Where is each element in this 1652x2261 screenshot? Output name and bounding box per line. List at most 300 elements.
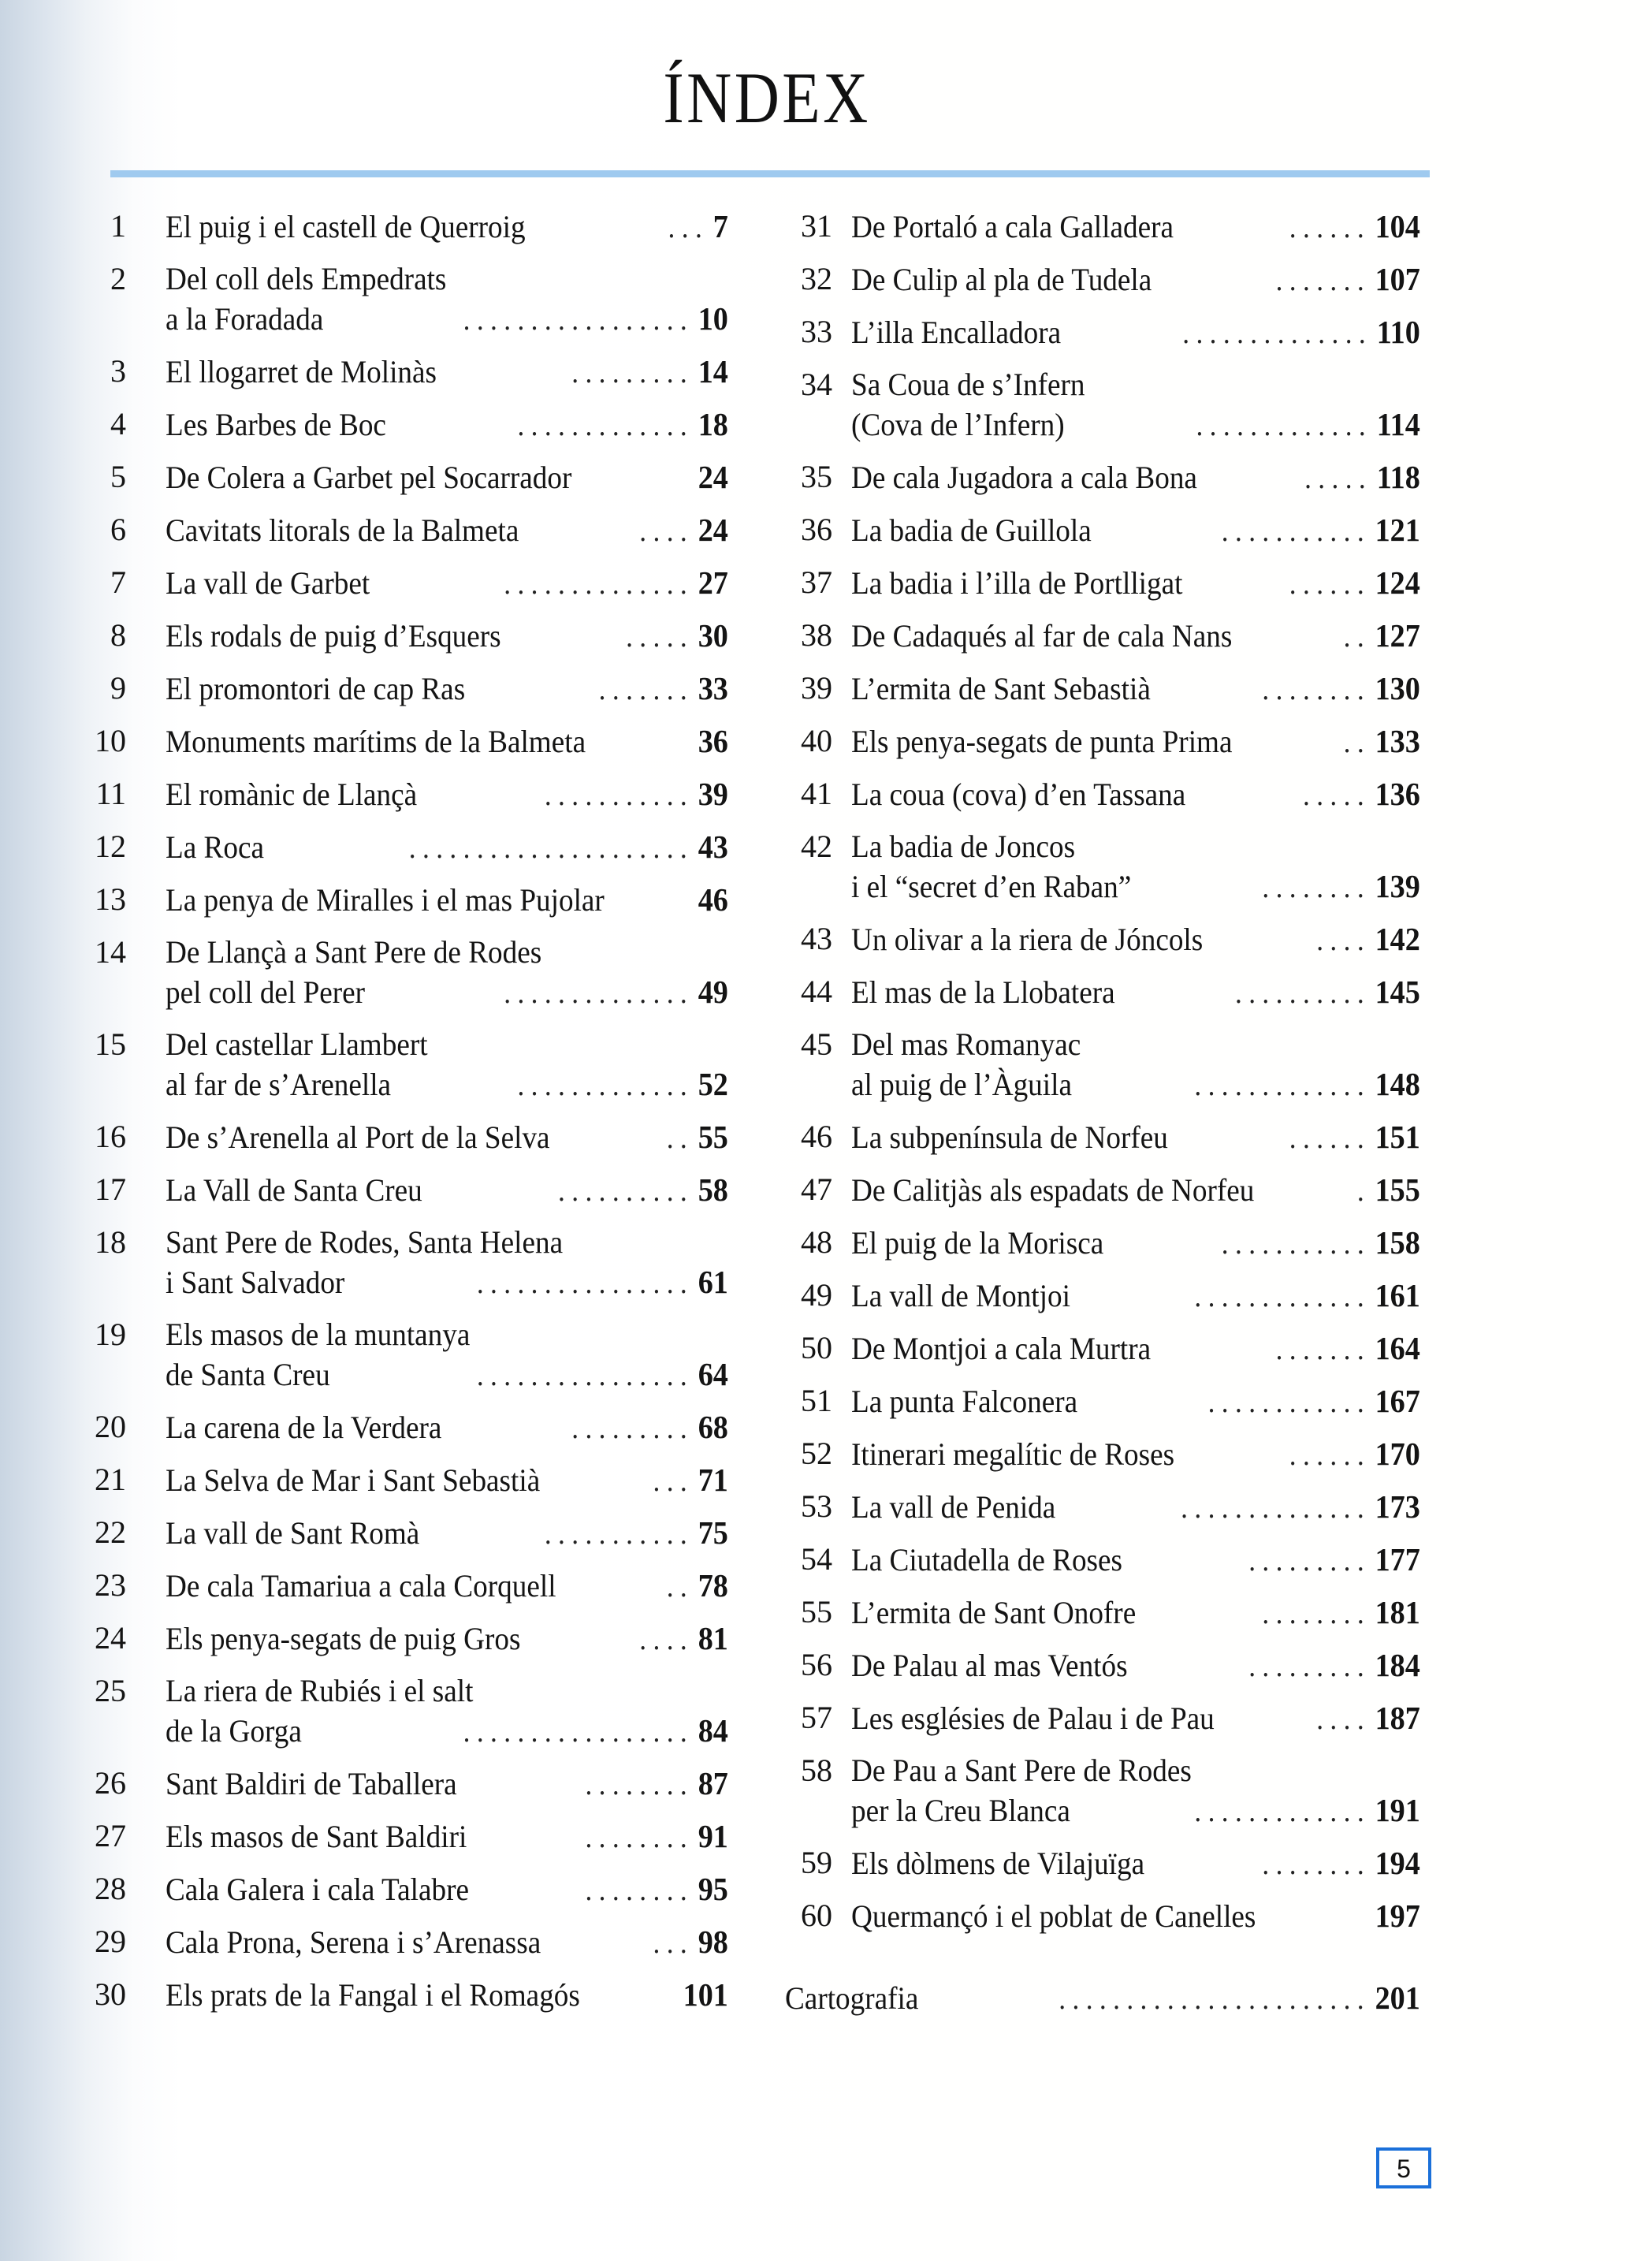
- toc-entry-title: De Llançà a Sant Pere de Rodes: [166, 934, 542, 970]
- toc-entry-number: 39: [801, 670, 832, 706]
- dot-leader: .........: [571, 1412, 694, 1445]
- toc-entry-text: [166, 1025, 728, 1104]
- toc-entry-title: Els penya-segats de punta Prima: [851, 724, 1233, 759]
- toc-entry-title: De Portaló a cala Galladera: [851, 209, 1174, 244]
- dot-leader: ......: [1289, 1439, 1371, 1472]
- toc-entry-title: De Palau al mas Ventós: [851, 1648, 1128, 1683]
- dot-leader: .......................: [1059, 1983, 1371, 2016]
- toc-entry-page: 91: [698, 1818, 728, 1854]
- toc-entry-page: 39: [698, 776, 728, 812]
- toc-entry-text: [851, 669, 1420, 708]
- toc-entry-text: [851, 1751, 1420, 1830]
- toc-entry-page: 136: [1375, 776, 1420, 812]
- toc-entry[interactable]: [785, 365, 1420, 457]
- toc-entry[interactable]: [785, 972, 1420, 1025]
- toc-entry-title: Els prats de la Fangal i el Romagós: [166, 1977, 580, 2013]
- toc-entry-number: 24: [95, 1620, 126, 1656]
- toc-entry-text: [166, 1170, 728, 1209]
- toc-entry-text: [166, 563, 728, 602]
- toc-entry-title: Cala Galera i cala Talabre: [166, 1872, 470, 1907]
- toc-entry-page: 81: [698, 1620, 728, 1656]
- toc-entry-title: pel coll del Perer: [166, 974, 366, 1010]
- toc-entry-title: Del castellar Llambert: [166, 1026, 428, 1062]
- toc-entry-title: L’illa Encalladora: [851, 315, 1062, 350]
- toc-entry-title: La vall de Sant Romà: [166, 1515, 420, 1551]
- dot-leader: .....: [626, 620, 694, 654]
- toc-entry[interactable]: [785, 919, 1420, 972]
- toc-entry[interactable]: [785, 312, 1420, 365]
- toc-entry-text: [166, 1764, 728, 1803]
- toc-entry-number: 31: [801, 208, 832, 244]
- toc-entry-text: [851, 207, 1420, 246]
- toc-entry-page: 84: [698, 1712, 728, 1749]
- dot-leader: ......: [1289, 1122, 1371, 1155]
- toc-entry-title: La badia de Joncos: [851, 829, 1076, 864]
- toc-entry-page: 177: [1375, 1541, 1420, 1577]
- toc-entry-text: [166, 1566, 728, 1605]
- dot-leader: ...: [653, 1465, 694, 1498]
- toc-entry[interactable]: [93, 563, 728, 616]
- toc-entry-page: 49: [698, 974, 728, 1010]
- toc-entry-number: 25: [95, 1673, 126, 1708]
- toc-entry[interactable]: [93, 404, 728, 457]
- toc-entry-page: 95: [698, 1871, 728, 1907]
- toc-entry-title: de la Gorga: [166, 1713, 302, 1749]
- toc-entry-title: El promontori de cap Ras: [166, 671, 466, 706]
- toc-entry-number: 50: [801, 1330, 832, 1365]
- toc-entry-text: [851, 1896, 1420, 1935]
- toc-entry-page: 173: [1375, 1488, 1420, 1525]
- dot-leader: .......: [598, 673, 694, 706]
- toc-entry-number: 41: [801, 776, 832, 811]
- dot-leader: ........: [1262, 871, 1371, 904]
- toc-entry[interactable]: [93, 1170, 728, 1223]
- dot-leader: ..: [666, 1570, 694, 1604]
- toc-entry[interactable]: [93, 1869, 728, 1922]
- toc-entry-text: [851, 365, 1420, 444]
- toc-entry-number: 2: [110, 261, 126, 296]
- dot-leader: ...: [668, 211, 709, 244]
- dot-leader: ..........: [558, 1175, 694, 1208]
- toc-entry[interactable]: [785, 1117, 1420, 1170]
- toc-entry[interactable]: [93, 669, 728, 721]
- toc-entry-text: [166, 616, 728, 655]
- toc-entry-text: [851, 1843, 1420, 1883]
- toc-entry[interactable]: [785, 1751, 1420, 1843]
- toc-entry[interactable]: [93, 1460, 728, 1513]
- toc-entry-title: La Vall de Santa Creu: [166, 1172, 422, 1208]
- toc-entry[interactable]: [93, 1223, 728, 1315]
- toc-entry[interactable]: [93, 352, 728, 404]
- toc-entry-text: [851, 1025, 1420, 1104]
- toc-entry-number: 28: [95, 1871, 126, 1906]
- toc-entry-title: De Montjoi a cala Murtra: [851, 1331, 1152, 1366]
- toc-entry[interactable]: [785, 1843, 1420, 1896]
- toc-entry-text: [851, 259, 1420, 299]
- toc-entry-number: 49: [801, 1277, 832, 1313]
- toc-entry-number: 38: [801, 617, 832, 653]
- toc-entry[interactable]: [785, 669, 1420, 721]
- toc-entry-text: [166, 1975, 728, 2014]
- toc-entry[interactable]: [93, 1315, 728, 1407]
- toc-entry-title: de Santa Creu: [166, 1357, 330, 1392]
- toc-entry-number: 29: [95, 1924, 126, 1959]
- toc-entry[interactable]: [785, 827, 1420, 919]
- toc-entry[interactable]: [785, 1540, 1420, 1592]
- dot-leader: ......: [1289, 568, 1371, 601]
- toc-entry-title: Del mas Romanyac: [851, 1026, 1081, 1062]
- toc-entry[interactable]: [93, 880, 728, 933]
- toc-entry-page: 124: [1375, 564, 1420, 601]
- toc-entry[interactable]: [93, 1922, 728, 1975]
- toc-entry-number: 26: [95, 1765, 126, 1801]
- toc-entry-number: 45: [801, 1026, 832, 1062]
- toc-entry-page: 201: [1375, 1980, 1420, 2016]
- dot-leader: ..: [666, 1122, 694, 1155]
- toc-entry-title: De Calitjàs als espadats de Norfeu: [851, 1172, 1255, 1208]
- toc-entry-page: 158: [1375, 1224, 1420, 1261]
- toc-entry-page: 170: [1375, 1436, 1420, 1472]
- dot-leader: .: [1356, 1175, 1371, 1208]
- dot-leader: ..........: [1234, 977, 1371, 1010]
- dot-leader: .....................: [408, 832, 694, 865]
- toc-entry-number: 51: [801, 1383, 832, 1418]
- toc-entry[interactable]: [785, 774, 1420, 827]
- toc-entry-title: Cavitats litorals de la Balmeta: [166, 512, 519, 548]
- toc-entry-page: 151: [1375, 1119, 1420, 1155]
- dot-leader: ................: [476, 1359, 694, 1392]
- toc-entry-text: [166, 1315, 728, 1394]
- toc-entry-number: 10: [95, 723, 126, 758]
- toc-entry-number: 23: [95, 1567, 126, 1603]
- toc-entry-title: i el “secret d’en Raban”: [851, 869, 1132, 904]
- toc-entry-title: La penya de Miralles i el mas Pujolar: [166, 882, 605, 918]
- toc-entry-page: 104: [1375, 208, 1420, 244]
- dot-leader: ..: [1343, 726, 1371, 759]
- dot-leader: ....: [639, 515, 694, 548]
- toc-entry-text: [166, 880, 728, 919]
- toc-entry[interactable]: [785, 1223, 1420, 1276]
- toc-entry-title: De cala Tamariua a cala Corquell: [166, 1568, 556, 1604]
- toc-entry-title: De cala Jugadora a cala Bona: [851, 460, 1197, 495]
- dot-leader: .............: [517, 1069, 694, 1102]
- toc-entry-page: 98: [698, 1924, 728, 1960]
- toc-entry[interactable]: [785, 1645, 1420, 1698]
- toc-entry-page: 127: [1375, 617, 1420, 654]
- toc-entry-number: 60: [801, 1898, 832, 1933]
- dot-leader: .....: [1303, 779, 1371, 812]
- dot-leader: ........: [585, 1768, 694, 1801]
- toc-entry[interactable]: [93, 207, 728, 259]
- toc-entry-page: 52: [698, 1066, 728, 1102]
- toc-entry-text: [166, 1869, 728, 1909]
- toc-entry-page: 142: [1375, 921, 1420, 957]
- toc-entry-text: [166, 510, 728, 549]
- toc-entry-page: 36: [698, 723, 728, 759]
- dot-leader: ........: [1262, 1848, 1371, 1881]
- toc-entry[interactable]: [93, 1117, 728, 1170]
- toc-entry[interactable]: [785, 1698, 1420, 1751]
- toc-entry-text: [166, 404, 728, 444]
- toc-entry[interactable]: [93, 721, 728, 774]
- toc-entry-text: [851, 1117, 1420, 1157]
- toc-entry[interactable]: [93, 1566, 728, 1618]
- toc-entry[interactable]: [785, 616, 1420, 669]
- toc-entry-number: 58: [801, 1753, 832, 1788]
- dot-leader: ........: [1262, 673, 1371, 706]
- toc-entry[interactable]: [93, 1816, 728, 1869]
- toc-column-right: [785, 207, 1420, 1949]
- toc-entry-title: La Ciutadella de Roses: [851, 1542, 1123, 1577]
- title-divider: [110, 170, 1430, 177]
- toc-entry-page: 155: [1375, 1171, 1420, 1208]
- page-title: [107, 58, 1528, 138]
- toc-entry-title: De Culip al pla de Tudela: [851, 262, 1152, 297]
- toc-entry-number: 33: [801, 314, 832, 349]
- toc-entry-number: 17: [95, 1171, 126, 1207]
- toc-entry[interactable]: [93, 259, 728, 352]
- toc-entry-page: 18: [698, 406, 728, 442]
- dot-leader: .............: [517, 409, 694, 442]
- toc-entry-number: 53: [801, 1488, 832, 1524]
- toc-entry-title: La Roca: [166, 829, 264, 865]
- toc-entry-number: 6: [110, 512, 126, 547]
- toc-entry-page: 145: [1375, 974, 1420, 1010]
- toc-entry-text: [851, 774, 1420, 814]
- toc-entry-page: 58: [698, 1171, 728, 1208]
- toc-entry-number: 56: [801, 1647, 832, 1682]
- toc-entry-text: [851, 312, 1420, 352]
- toc-entry-number: 46: [801, 1119, 832, 1154]
- toc-entry-text: [166, 457, 728, 497]
- toc-entry-title: L’ermita de Sant Onofre: [851, 1595, 1137, 1630]
- toc-entry[interactable]: [93, 774, 728, 827]
- toc-entry-page: 46: [698, 881, 728, 918]
- toc-entry-title: Les Barbes de Boc: [166, 407, 386, 442]
- toc-entry-title: Els penya-segats de puig Gros: [166, 1621, 521, 1656]
- toc-entry-page: 7: [713, 208, 728, 244]
- toc-entry-number: 59: [801, 1845, 832, 1880]
- toc-entry-title: El puig i el castell de Querroig: [166, 209, 526, 244]
- toc-entry-title: Del coll dels Empedrats: [166, 261, 447, 296]
- dot-leader: .....: [1304, 462, 1373, 495]
- dot-leader: .......: [1275, 1333, 1371, 1366]
- dot-leader: .........: [571, 356, 694, 389]
- toc-entry[interactable]: [785, 457, 1420, 510]
- toc-entry-page: 121: [1375, 512, 1420, 548]
- toc-entry-text: [851, 1645, 1420, 1685]
- toc-entry-text: [851, 919, 1420, 959]
- toc-entry-text: [851, 510, 1420, 549]
- toc-entry-text: [851, 1276, 1420, 1315]
- toc-entry-page: 24: [698, 512, 728, 548]
- toc-entry-title: i Sant Salvador: [166, 1265, 345, 1300]
- toc-entry-title: Sa Coua de s’Infern: [851, 367, 1085, 402]
- toc-entry-number: 42: [801, 829, 832, 864]
- toc-entry-title: De s’Arenella al Port de la Selva: [166, 1119, 550, 1155]
- toc-entry-number: 27: [95, 1818, 126, 1853]
- toc-entry[interactable]: [785, 1896, 1420, 1949]
- toc-entry-text: [166, 721, 728, 761]
- toc-entry[interactable]: [93, 1513, 728, 1566]
- toc-entry[interactable]: [785, 1170, 1420, 1223]
- toc-entry[interactable]: [785, 1381, 1420, 1434]
- toc-entry[interactable]: [785, 1434, 1420, 1487]
- toc-entry-page: 75: [698, 1514, 728, 1551]
- toc-entry-title: El romànic de Llançà: [166, 777, 418, 812]
- dot-leader: ...: [653, 1927, 694, 1960]
- toc-entry-page: 164: [1375, 1330, 1420, 1366]
- toc-entry-page: 10: [698, 300, 728, 337]
- toc-entry-text: [851, 972, 1420, 1011]
- toc-entry-title: La subpenínsula de Norfeu: [851, 1119, 1168, 1155]
- toc-entry-text: [851, 1487, 1420, 1526]
- toc-entry-text: [166, 1513, 728, 1552]
- toc-entry-title: Un olivar a la riera de Jóncols: [851, 922, 1204, 957]
- toc-entry[interactable]: [93, 1618, 728, 1671]
- toc-entry-page: 161: [1375, 1277, 1420, 1313]
- toc-entry-page: 133: [1375, 723, 1420, 759]
- toc-entry[interactable]: [785, 259, 1420, 312]
- dot-leader: ........: [585, 1874, 694, 1907]
- page-title-text: ÍNDEX: [663, 58, 871, 138]
- toc-entry-page: 43: [698, 829, 728, 865]
- toc-entry-title: La vall de Montjoi: [851, 1278, 1070, 1313]
- toc-entry-text: [166, 774, 728, 814]
- toc-entry-number: 52: [801, 1436, 832, 1471]
- dot-leader: ...........: [1221, 515, 1371, 548]
- toc-entry-page: 167: [1375, 1383, 1420, 1419]
- toc-entry-page: 184: [1375, 1647, 1420, 1683]
- toc-entry[interactable]: [785, 207, 1420, 259]
- toc-entry-page: 114: [1376, 406, 1420, 442]
- toc-entry-title: Itinerari megalític de Roses: [851, 1436, 1175, 1472]
- dot-leader: ...........: [544, 1518, 694, 1551]
- toc-entry-cartografia[interactable]: [785, 1979, 1420, 2018]
- toc-entry[interactable]: [785, 1025, 1420, 1117]
- toc-entry-text: [166, 352, 728, 391]
- toc-entry-text: [851, 721, 1420, 761]
- toc-entry[interactable]: [93, 1764, 728, 1816]
- toc-entry[interactable]: [93, 933, 728, 1025]
- toc-entry-text: [851, 1592, 1420, 1632]
- toc-entry-page: 64: [698, 1356, 728, 1392]
- toc-entry-page: 181: [1375, 1594, 1420, 1630]
- toc-entry-text: [851, 1381, 1420, 1421]
- toc-entry[interactable]: [785, 1276, 1420, 1328]
- toc-entry-number: 43: [801, 921, 832, 956]
- toc-entry-page: 30: [698, 617, 728, 654]
- toc-entry-text: [166, 1223, 728, 1302]
- toc-entry-number: 47: [801, 1171, 832, 1207]
- toc-entry-title: (Cova de l’Infern): [851, 407, 1065, 442]
- toc-entry-page: 148: [1375, 1066, 1420, 1102]
- toc-entry-page: 139: [1375, 868, 1420, 904]
- toc-entry-title: La coua (cova) d’en Tassana: [851, 777, 1186, 812]
- toc-entry[interactable]: [785, 1328, 1420, 1381]
- dot-leader: ........: [585, 1821, 694, 1854]
- toc-entry-page: 14: [698, 353, 728, 389]
- toc-entry-title: La punta Falconera: [851, 1384, 1078, 1419]
- dot-leader: .............: [1196, 409, 1373, 442]
- toc-entry-page: 78: [698, 1567, 728, 1604]
- toc-entry[interactable]: [93, 1025, 728, 1117]
- toc-entry-page: 107: [1375, 261, 1420, 297]
- page-number: 5: [1397, 2155, 1411, 2183]
- toc-entry-number: 19: [95, 1317, 126, 1352]
- dot-leader: .................: [463, 304, 694, 337]
- toc-entry-number: 7: [110, 564, 126, 600]
- toc-entry-page: 194: [1375, 1845, 1420, 1881]
- toc-entry-text: [851, 616, 1420, 655]
- toc-entry[interactable]: [785, 721, 1420, 774]
- toc-entry[interactable]: [785, 510, 1420, 563]
- toc-entry[interactable]: [93, 1407, 728, 1460]
- toc-entry[interactable]: [93, 616, 728, 669]
- dot-leader: ....: [1316, 1703, 1371, 1736]
- toc-entry-text: [851, 1170, 1420, 1209]
- toc-entry-text: [851, 457, 1420, 497]
- toc-entry[interactable]: [93, 510, 728, 563]
- toc-entry[interactable]: [93, 457, 728, 510]
- toc-entry-number: 1: [110, 208, 126, 244]
- toc-entry-page: 71: [698, 1462, 728, 1498]
- toc-entry[interactable]: [93, 1671, 728, 1764]
- toc-entry-title: Els masos de la muntanya: [166, 1317, 471, 1352]
- toc-entry-title: La carena de la Verdera: [166, 1410, 442, 1445]
- toc-entry-text: [851, 827, 1420, 906]
- toc-entry[interactable]: [785, 563, 1420, 616]
- toc-entry-text: [851, 1434, 1420, 1473]
- toc-entry-text: [851, 1328, 1420, 1368]
- toc-entry-page: 24: [698, 459, 728, 495]
- toc-entry-text: [851, 1540, 1420, 1579]
- toc-entry-text: [166, 1407, 728, 1447]
- toc-entry-text: [166, 1618, 728, 1658]
- toc-entry-number: 34: [801, 367, 832, 402]
- toc-entry[interactable]: [785, 1592, 1420, 1645]
- toc-entry[interactable]: [785, 1487, 1420, 1540]
- dot-leader: ...........: [544, 779, 694, 812]
- toc-entry-number: 8: [110, 617, 126, 653]
- toc-entry-number: 44: [801, 974, 832, 1009]
- toc-entry-text: [851, 1698, 1420, 1738]
- dot-leader: ..............: [1182, 317, 1373, 350]
- toc-entry-text: [166, 1922, 728, 1961]
- toc-entry-number: 5: [110, 459, 126, 494]
- toc-entry-number: 4: [110, 406, 126, 441]
- toc-entry-number: 57: [801, 1700, 832, 1735]
- toc-entry-title: La badia i l’illa de Portlligat: [851, 565, 1183, 601]
- toc-entry[interactable]: [93, 1975, 728, 2028]
- toc-entry-title: Els dòlmens de Vilajuïga: [851, 1846, 1145, 1881]
- toc-entry-text: [851, 563, 1420, 602]
- toc-entry-number: 35: [801, 459, 832, 494]
- toc-entry-number: 14: [95, 934, 126, 970]
- toc-entry-page: 187: [1375, 1700, 1420, 1736]
- toc-entry-text: [166, 1460, 728, 1499]
- toc-entry-page: 110: [1376, 314, 1420, 350]
- toc-entry-number: 15: [95, 1026, 126, 1062]
- dot-leader: ................: [476, 1267, 694, 1300]
- toc-entry[interactable]: [93, 827, 728, 880]
- toc-entry-number: 18: [95, 1224, 126, 1260]
- toc-entry-title: al far de s’Arenella: [166, 1067, 392, 1102]
- dot-leader: .............: [1194, 1280, 1371, 1313]
- toc-entry-title: Cartografia: [785, 1980, 919, 2016]
- toc-entry-title: Sant Pere de Rodes, Santa Helena: [166, 1224, 564, 1260]
- toc-entry-text: [851, 1223, 1420, 1262]
